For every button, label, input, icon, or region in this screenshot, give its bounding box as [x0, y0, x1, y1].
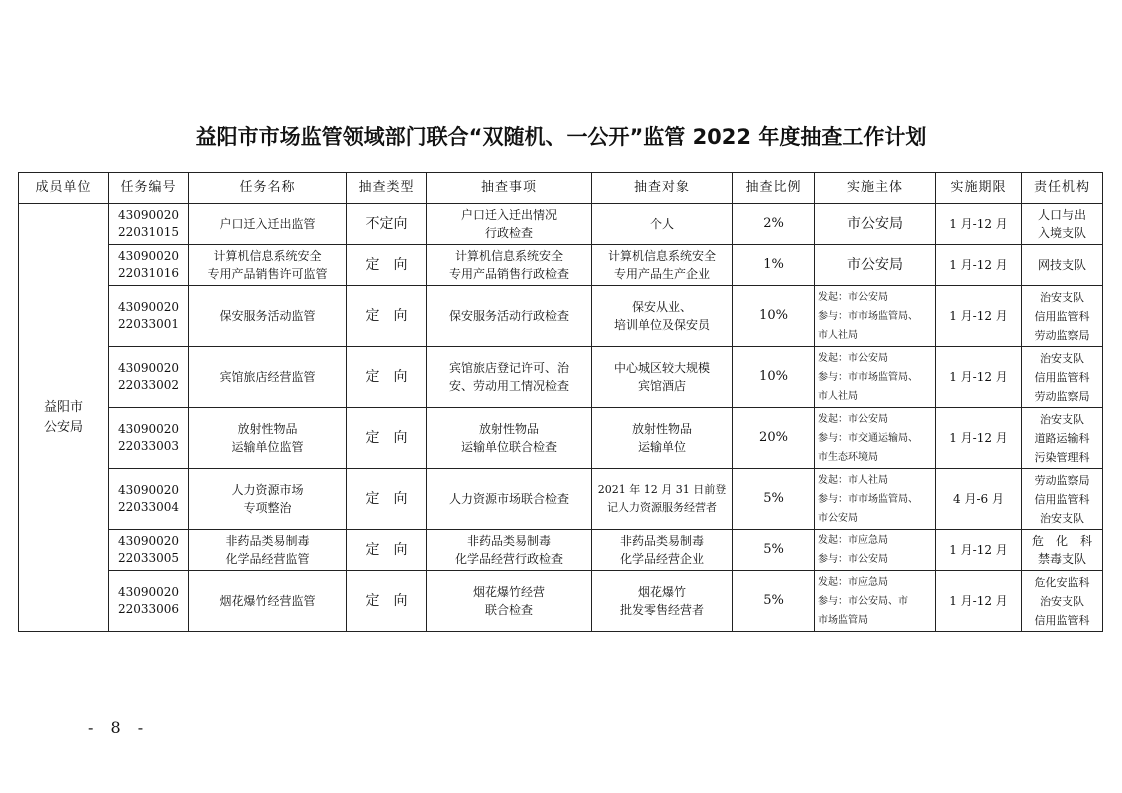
cell-line: 入境支队	[1037, 226, 1086, 240]
cell-line: 市人社局	[818, 329, 858, 341]
inspection-target-cell	[592, 347, 733, 408]
header-implementer: 实施主体	[815, 173, 936, 204]
responsible-unit-cell	[1022, 469, 1103, 530]
cell-line: 22033003	[117, 439, 180, 453]
task-code-cell	[109, 245, 189, 286]
cell-line: 发起：市公安局	[818, 291, 888, 303]
inspection-target-cell	[592, 469, 733, 530]
table-row	[19, 347, 1103, 408]
implementer-cell	[815, 245, 936, 286]
inspection-plan-table	[18, 172, 1103, 632]
inspection-item-cell	[427, 245, 592, 286]
task-name-cell	[189, 469, 347, 530]
cell-line: 发起：市应急局	[818, 576, 888, 588]
cell-line: 人力资源市场	[231, 483, 304, 497]
table-row	[19, 571, 1103, 632]
cell-line: 中心城区较大规模	[613, 361, 710, 375]
cell-line: 运输单位	[637, 440, 686, 454]
period-cell: 1 月-12 月	[936, 408, 1022, 469]
responsible-unit-cell	[1022, 347, 1103, 408]
cell-line: 运输单位监管	[231, 440, 304, 454]
inspection-target-cell	[592, 571, 733, 632]
task-name-cell	[189, 245, 347, 286]
cell-line: 危 化 科	[1031, 534, 1092, 548]
table-row	[19, 469, 1103, 530]
responsible-unit-cell	[1022, 408, 1103, 469]
cell-line: 参与：市市场监管局、	[818, 310, 918, 322]
cell-line: 专用产品生产企业	[613, 267, 710, 281]
inspection-ratio-cell: 5%	[733, 469, 815, 530]
inspection-type-cell: 定 向	[347, 571, 427, 632]
cell-line: 非药品类易制毒	[619, 534, 704, 548]
cell-line: 放射性物品	[478, 422, 539, 436]
cell-line: 发起：市人社局	[818, 474, 888, 486]
header-inspection-ratio: 抽查比例	[733, 173, 815, 204]
cell-line: 发起：市应急局	[818, 535, 888, 546]
cell-line: 43090020	[117, 422, 180, 436]
implementer-cell	[815, 530, 936, 571]
cell-line: 劳动监察局	[1034, 389, 1090, 403]
cell-line: 行政检查	[484, 226, 533, 240]
header-responsible-unit: 责任机构	[1022, 173, 1103, 204]
cell-line: 参与：市交通运输局、	[818, 432, 918, 444]
cell-line: 22033001	[117, 317, 180, 331]
cell-line: 户口迁入迁出情况	[460, 208, 557, 222]
cell-line: 43090020	[117, 208, 180, 222]
responsible-unit-cell	[1022, 530, 1103, 571]
header-inspection-target: 抽查对象	[592, 173, 733, 204]
task-name-cell	[189, 408, 347, 469]
cell-line: 治安支队	[1040, 412, 1084, 426]
cell-line: 公安局	[43, 419, 83, 435]
responsible-unit-cell	[1022, 286, 1103, 347]
period-cell: 1 月-12 月	[936, 530, 1022, 571]
task-code-cell	[109, 408, 189, 469]
cell-line: 治安支队	[1040, 511, 1084, 525]
inspection-ratio-cell: 10%	[733, 347, 815, 408]
cell-line: 43090020	[117, 534, 180, 548]
task-code-cell	[109, 204, 189, 245]
cell-line: 放射性物品	[237, 422, 298, 436]
cell-line: 22031016	[117, 266, 180, 280]
cell-line: 烟花爆竹经营	[472, 585, 545, 599]
cell-line: 22031015	[117, 225, 180, 239]
header-member-unit: 成员单位	[19, 173, 109, 204]
cell-line: 禁毒支队	[1037, 552, 1086, 566]
header-inspection-type: 抽查类型	[347, 173, 427, 204]
cell-line: 信用监管科	[1034, 492, 1090, 506]
cell-line: 网技支队	[1037, 258, 1086, 272]
task-code-cell	[109, 469, 189, 530]
cell-line: 43090020	[117, 483, 180, 497]
table-header-row	[19, 173, 1103, 204]
period-cell: 4 月-6 月	[936, 469, 1022, 530]
cell-line: 宾馆旅店经营监管	[219, 370, 316, 384]
cell-line: 专用产品销售行政检查	[448, 267, 569, 281]
cell-line: 非药品类易制毒	[466, 534, 551, 548]
task-name-cell	[189, 286, 347, 347]
cell-line: 记人力资源服务经营者	[607, 501, 717, 514]
period-cell: 1 月-12 月	[936, 347, 1022, 408]
cell-line: 43090020	[117, 249, 180, 263]
cell-line: 参与：市公安局、市	[818, 595, 908, 607]
cell-line: 22033004	[117, 500, 180, 514]
responsible-unit-cell	[1022, 245, 1103, 286]
task-name-cell	[189, 530, 347, 571]
cell-line: 道路运输科	[1034, 431, 1090, 445]
cell-line: 专用产品销售许可监管	[207, 267, 328, 281]
inspection-target-cell	[592, 204, 733, 245]
inspection-item-cell	[427, 469, 592, 530]
cell-line: 安、劳动用工情况检查	[448, 379, 569, 393]
implementer-cell	[815, 408, 936, 469]
inspection-type-cell: 定 向	[347, 530, 427, 571]
table-row	[19, 245, 1103, 286]
page-title: 益阳市市场监管领域部门联合“双随机、一公开”监管 2022 年度抽查工作计划	[195, 125, 927, 149]
cell-line: 2021 年 12 月 31 日前登	[597, 483, 727, 496]
cell-line: 信用监管科	[1034, 309, 1090, 323]
cell-line: 保安服务活动行政检查	[448, 309, 569, 323]
header-task-code: 任务编号	[109, 173, 189, 204]
inspection-type-cell: 定 向	[347, 245, 427, 286]
cell-line: 污染管理科	[1034, 450, 1090, 464]
inspection-ratio-cell: 1%	[733, 245, 815, 286]
cell-line: 治安支队	[1040, 594, 1084, 608]
cell-line: 22033005	[117, 551, 180, 565]
implementer-cell	[815, 469, 936, 530]
cell-line: 个人	[649, 217, 674, 231]
cell-line: 化学品经营行政检查	[454, 552, 563, 566]
cell-line: 劳动监察局	[1034, 473, 1090, 487]
task-name-cell	[189, 204, 347, 245]
cell-line: 劳动监察局	[1034, 328, 1090, 342]
inspection-item-cell	[427, 530, 592, 571]
cell-line: 参与：市市场监管局、	[818, 371, 918, 383]
cell-line: 43090020	[117, 585, 180, 599]
cell-line: 43090020	[117, 361, 180, 375]
inspection-item-cell	[427, 408, 592, 469]
cell-line: 市人社局	[818, 390, 858, 402]
inspection-target-cell	[592, 530, 733, 571]
cell-line: 保安从业、	[631, 300, 692, 314]
cell-line: 化学品经营企业	[619, 552, 704, 566]
table-row	[19, 408, 1103, 469]
cell-line: 保安服务活动监管	[219, 309, 316, 323]
task-code-cell	[109, 571, 189, 632]
inspection-ratio-cell: 5%	[733, 530, 815, 571]
cell-line: 治安支队	[1040, 290, 1084, 304]
inspection-ratio-cell: 5%	[733, 571, 815, 632]
cell-line: 市公安局	[847, 216, 903, 232]
inspection-type-cell: 定 向	[347, 347, 427, 408]
period-cell: 1 月-12 月	[936, 245, 1022, 286]
cell-line: 非药品类易制毒	[225, 534, 310, 548]
cell-line: 发起：市公安局	[818, 413, 888, 425]
task-code-cell	[109, 347, 189, 408]
cell-line: 22033002	[117, 378, 180, 392]
period-cell: 1 月-12 月	[936, 571, 1022, 632]
cell-line: 参与：市市场监管局、	[818, 493, 918, 505]
task-code-cell	[109, 286, 189, 347]
implementer-cell	[815, 571, 936, 632]
table-row	[19, 530, 1103, 571]
cell-line: 信用监管科	[1034, 370, 1090, 384]
cell-line: 户口迁入迁出监管	[219, 217, 316, 231]
period-cell: 1 月-12 月	[936, 286, 1022, 347]
cell-line: 43090020	[117, 300, 180, 314]
cell-line: 危化安监科	[1034, 575, 1090, 589]
inspection-target-cell	[592, 245, 733, 286]
cell-line: 益阳市	[43, 399, 83, 415]
cell-line: 烟花爆竹	[637, 585, 686, 599]
cell-line: 宾馆旅店登记许可、治	[448, 361, 569, 375]
table-row	[19, 204, 1103, 245]
cell-line: 信用监管科	[1034, 613, 1090, 627]
implementer-cell	[815, 286, 936, 347]
cell-line: 市公安局	[847, 257, 903, 273]
cell-line: 宾馆酒店	[637, 379, 686, 393]
page-number: - 8 -	[88, 718, 150, 737]
cell-line: 人力资源市场联合检查	[448, 492, 569, 506]
inspection-ratio-cell: 10%	[733, 286, 815, 347]
inspection-item-cell	[427, 571, 592, 632]
inspection-type-cell: 定 向	[347, 408, 427, 469]
cell-line: 批发零售经营者	[619, 603, 704, 617]
inspection-item-cell	[427, 347, 592, 408]
inspection-ratio-cell: 2%	[733, 204, 815, 245]
inspection-type-cell: 定 向	[347, 286, 427, 347]
cell-line: 化学品经营监管	[225, 552, 310, 566]
task-name-cell	[189, 347, 347, 408]
responsible-unit-cell	[1022, 204, 1103, 245]
cell-line: 专项整治	[243, 501, 292, 515]
cell-line: 运输单位联合检查	[460, 440, 557, 454]
header-inspection-item: 抽查事项	[427, 173, 592, 204]
member-unit-cell	[19, 204, 109, 632]
responsible-unit-cell	[1022, 571, 1103, 632]
cell-line: 市场监管局	[818, 614, 868, 626]
cell-line: 放射性物品	[631, 422, 692, 436]
inspection-target-cell	[592, 408, 733, 469]
cell-line: 培训单位及保安员	[613, 318, 710, 332]
cell-line: 计算机信息系统安全	[454, 249, 563, 263]
inspection-type-cell: 不定向	[347, 204, 427, 245]
header-task-name: 任务名称	[189, 173, 347, 204]
cell-line: 计算机信息系统安全	[213, 249, 322, 263]
header-period: 实施期限	[936, 173, 1022, 204]
implementer-cell	[815, 204, 936, 245]
inspection-item-cell	[427, 204, 592, 245]
task-code-cell	[109, 530, 189, 571]
cell-line: 参与：市公安局	[818, 554, 888, 565]
cell-line: 联合检查	[484, 603, 533, 617]
cell-line: 计算机信息系统安全	[607, 249, 716, 263]
inspection-type-cell: 定 向	[347, 469, 427, 530]
cell-line: 22033006	[117, 602, 180, 616]
cell-line: 市公安局	[818, 512, 858, 524]
inspection-item-cell	[427, 286, 592, 347]
cell-line: 市生态环境局	[818, 451, 878, 463]
implementer-cell	[815, 347, 936, 408]
inspection-target-cell	[592, 286, 733, 347]
table-row	[19, 286, 1103, 347]
cell-line: 烟花爆竹经营监管	[219, 594, 316, 608]
cell-line: 人口与出	[1037, 208, 1086, 222]
cell-line: 发起：市公安局	[818, 352, 888, 364]
inspection-ratio-cell: 20%	[733, 408, 815, 469]
task-name-cell	[189, 571, 347, 632]
cell-line: 治安支队	[1040, 351, 1084, 365]
period-cell: 1 月-12 月	[936, 204, 1022, 245]
